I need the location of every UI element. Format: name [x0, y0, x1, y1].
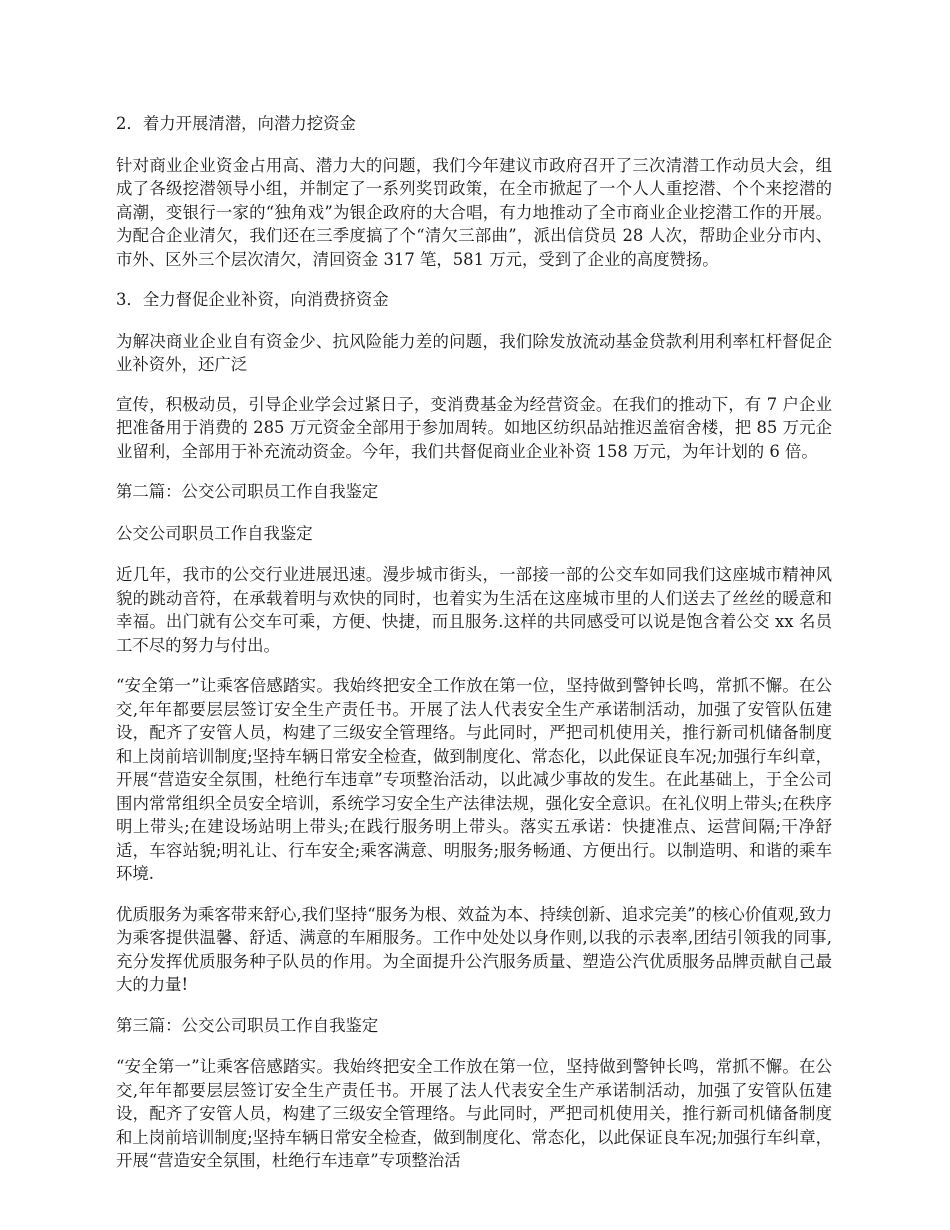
body-paragraph: “安全第一”让乘客倍感踏实。我始终把安全工作放在第一位，坚持做到警钟长鸣，常抓不懈。在公交,年年都要层层签订安全生产责任书。开展了法人代表安全生产承诺制活动，加强了安管队伍建设，配齐了安管人员，构建了三级安全管理络。与此同时，严把司机使用关，推行新司机储备制度和上岗前培训制度;坚持车辆日常安全检查，做到制度化、常态化，以此保证良车况;加强行车纠章，开展“营造安全氛围，杜绝行车违章”专项整治活动，以此减少事故的发生。在此基础上，于全公司围内常常组织全员安全培训，系统学习安全生产法律法规，强化安全意识。在礼仪明上带头;在秩序明上带头;在建设场站明上带头;在践行服务明上带头。落实五承诺：快捷准点、运营间隔;干净舒适，车容站貌;明礼让、行车安全;乘客满意、明服务;服务畅通、方便出行。以制造明、和谐的乘车环境.: [116, 676, 832, 883]
section-heading: 2．着力开展清潜，向潜力挖资金: [116, 114, 356, 133]
body-paragraph: 优质服务为乘客带来舒心,我们坚持“服务为根、效益为本、持续创新、追求完美”的核心价值观,致力为乘客提供温馨、舒适、满意的车厢服务。工作中处处以身作则,以我的示表率,团结引领我的同事,充分发挥优质服务种子队员的作用。为全面提升公汽服务质量、塑造公汽优质服务品牌贡献自己最大的力量!: [116, 904, 832, 994]
section-heading: 3．全力督促企业补资，向消费挤资金: [116, 290, 389, 309]
article-title: 公交公司职员工作自我鉴定: [116, 523, 313, 543]
chapter-heading: 第二篇：公交公司职员工作自我鉴定: [116, 482, 379, 501]
chapter-heading: 第三篇：公交公司职员工作自我鉴定: [116, 1015, 379, 1035]
body-paragraph: 针对商业企业资金占用高、潜力大的问题，我们今年建议市政府召开了三次清潜工作动员大会，组成了各级挖潜领导小组，并制定了一系列奖罚政策，在全市掀起了一个人人重挖潜、个个来挖潜的高潮，变银行一家的“独角戏”为银企政府的大合唱，有力地推动了全市商业企业挖潜工作的开展。为配合企业清欠，我们还在三季度搞了个“清欠三部曲”，派出信贷员 28 人次，帮助企业分市内、市外、区外三个层次清欠，清回资金 317 笔，581 万元，受到了企业的高度赞扬。: [116, 155, 832, 269]
body-paragraph: “安全第一”让乘客倍感踏实。我始终把安全工作放在第一位，坚持做到警钟长鸣，常抓不懈。在公交,年年都要层层签订安全生产责任书。开展了法人代表安全生产承诺制活动，加强了安管队伍建设，配齐了安管人员，构建了三级安全管理络。与此同时，严把司机使用关，推行新司机储备制度和上岗前培训制度;坚持车辆日常安全检查，做到制度化、常态化，以此保证良车况;加强行车纠章，开展“营造安全氛围，杜绝行车违章”专项整治活: [116, 1057, 832, 1170]
body-paragraph: 近几年，我市的公交行业进展迅速。漫步城市街头，一部接一部的公交车如同我们这座城市精神风貌的跳动音符，在承载着明与欢快的同时，也着实为生活在这座城市里的人们送去了丝丝的暖意和幸福。出门就有公交车可乘，方便、快捷，而且服务.这样的共同感受可以说是饱含着公交 xx 名员工不尽的努力与付出。: [116, 565, 832, 655]
body-paragraph: 宣传，积极动员，引导企业学会过紧日子，变消费基金为经营资金。在我们的推动下，有 7 户企业把准备用于消费的 285 万元资金全部用于参加周转。如地区纺织品站推迟盖宿舍楼，把 85 万元企业留利，全部用于补充流动资金。今年，我们共督促商业企业补资 158 万元，为年计划的 6 倍。: [116, 394, 832, 461]
body-paragraph: 为解决商业企业自有资金少、抗风险能力差的问题，我们除发放流动基金贷款利用利率杠杆督促企业补资外，还广泛: [116, 331, 832, 374]
